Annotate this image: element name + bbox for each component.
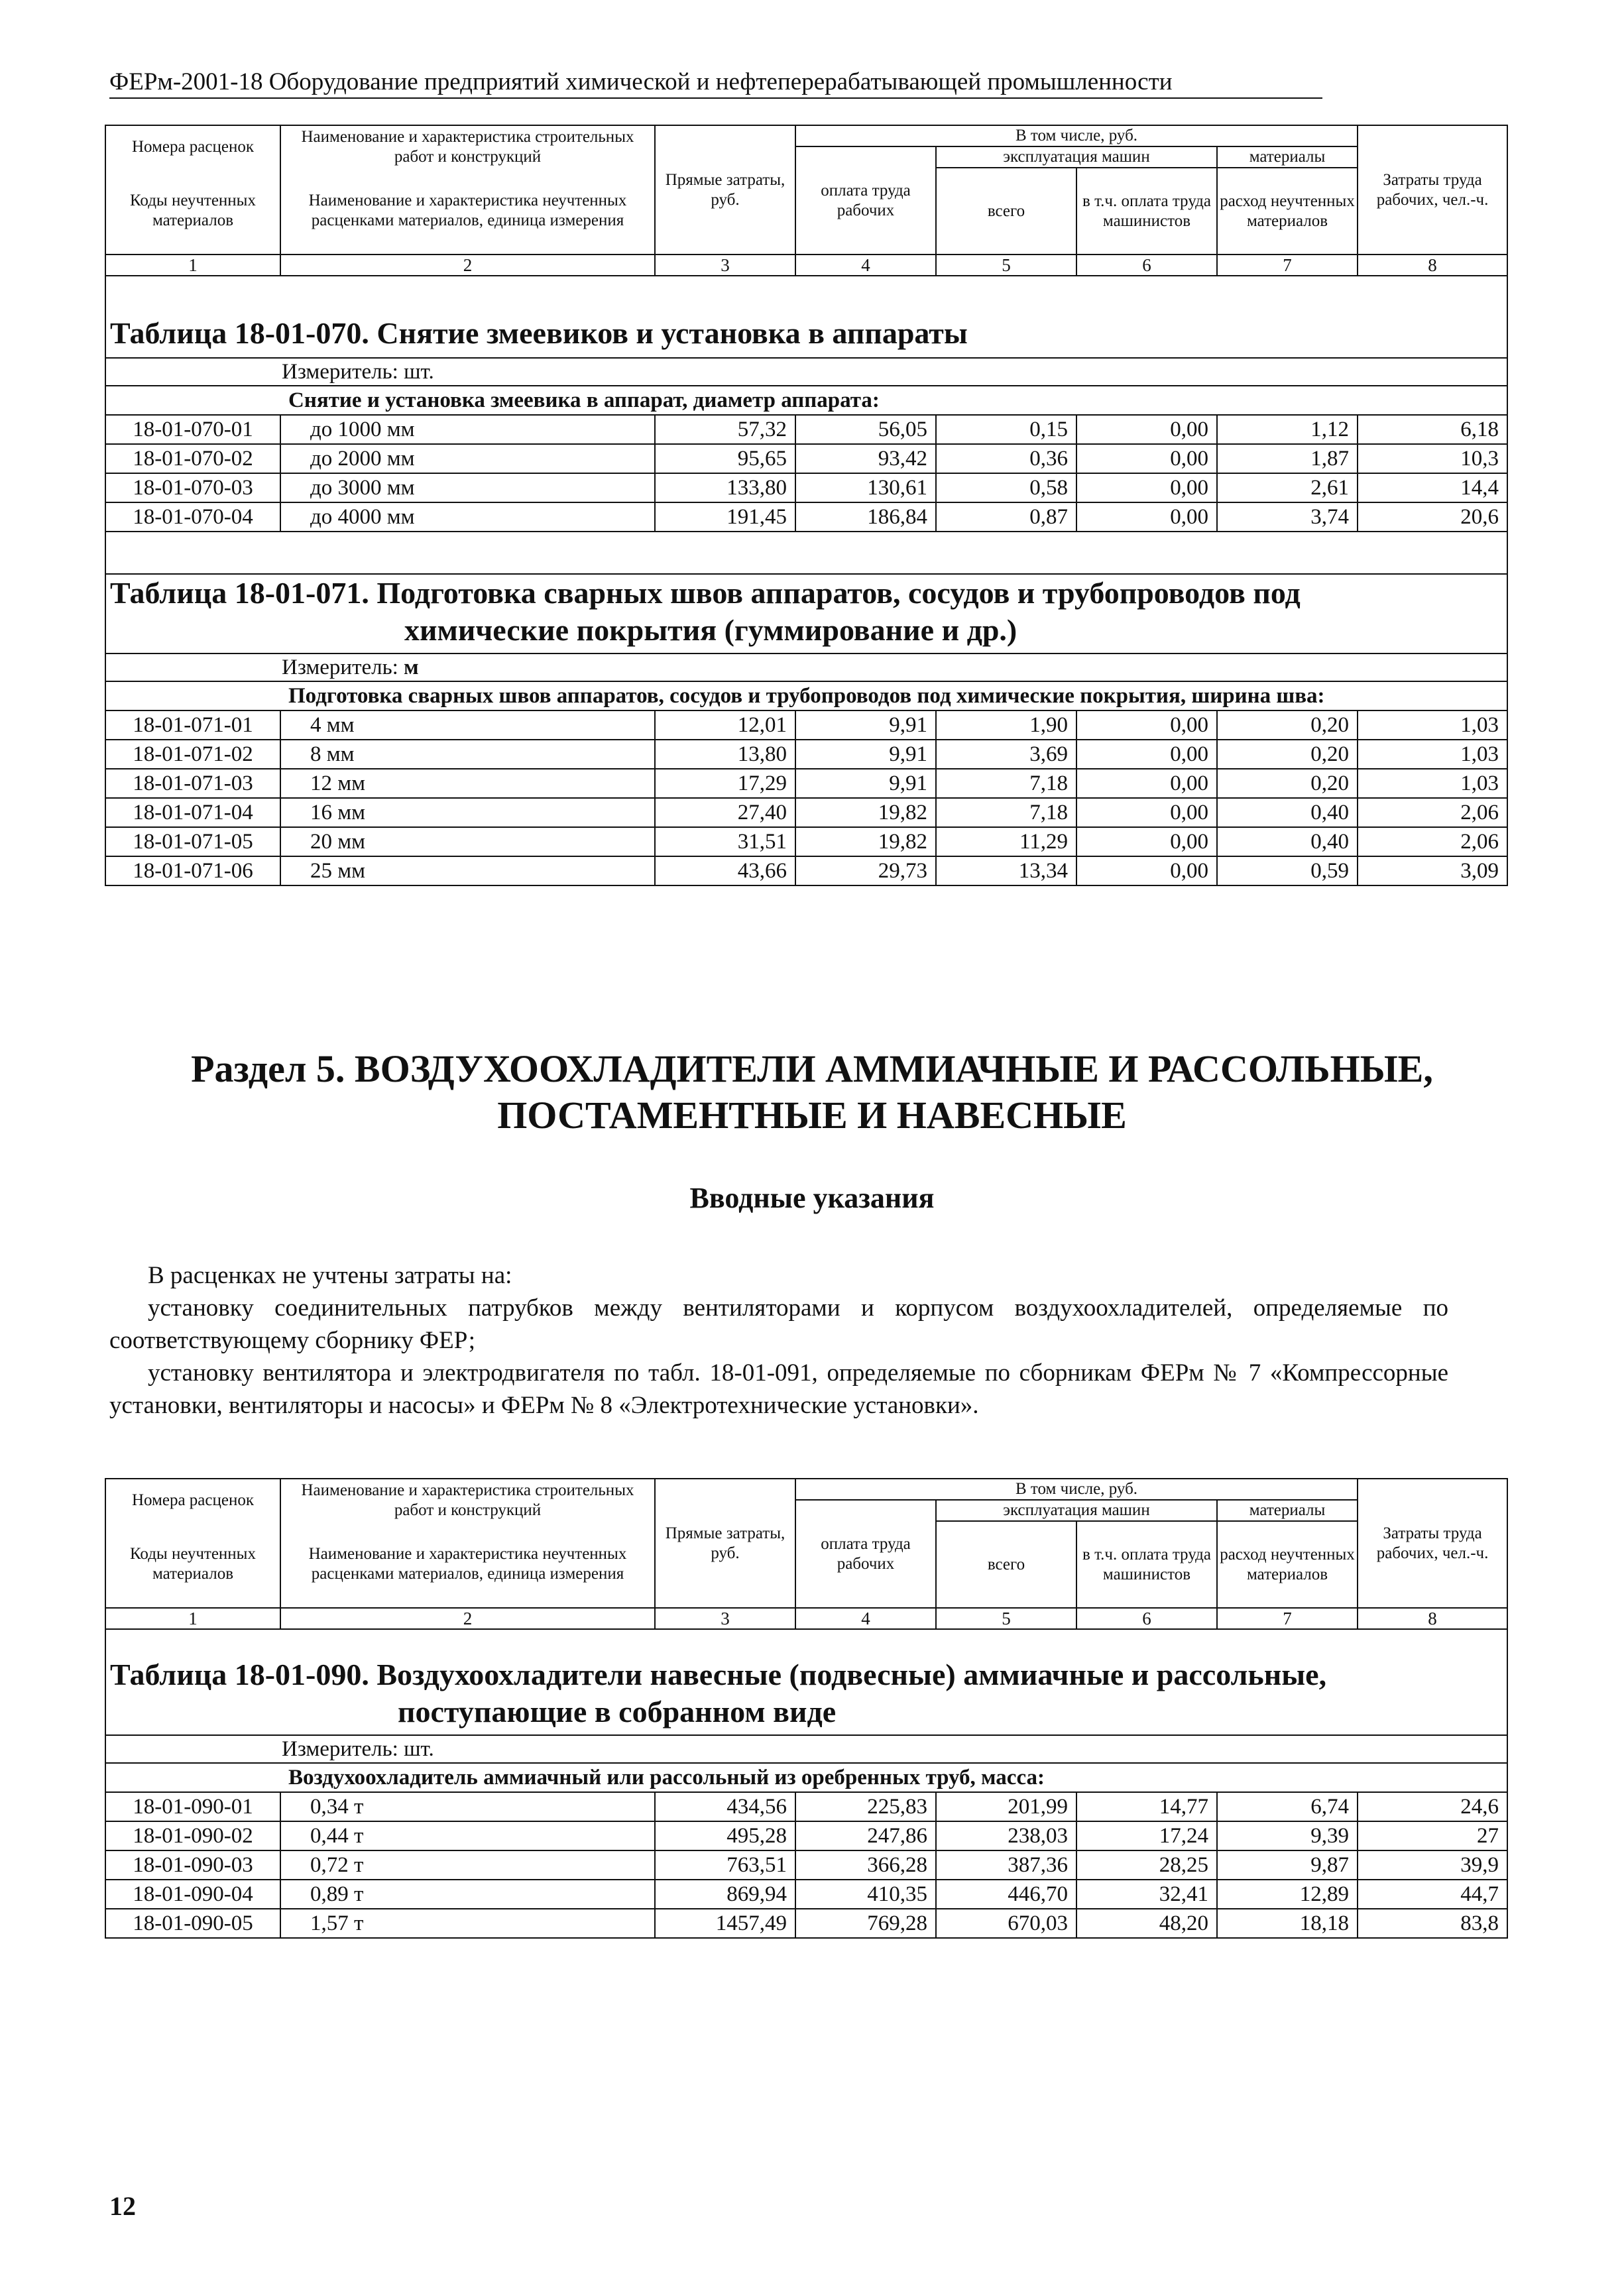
cell-pay: 247,86 (795, 1821, 936, 1850)
cell-pay: 130,61 (795, 473, 936, 502)
cell-mach: 3,69 (936, 740, 1076, 769)
column-header (105, 125, 1507, 255)
cell-mach-pay: 0,00 (1076, 415, 1217, 444)
rates-table-top (105, 125, 1508, 886)
rows-071 (105, 710, 1507, 885)
measure-090: Измеритель: шт. (105, 1735, 1507, 1763)
measure-071: Измеритель: м (105, 653, 1507, 681)
cell-mat: 1,87 (1217, 444, 1358, 473)
cell-labor: 20,6 (1358, 502, 1507, 532)
cell-direct: 495,28 (655, 1821, 795, 1850)
col-including: В том числе, руб. (795, 125, 1358, 146)
table-row (105, 740, 1507, 769)
cell-name: 0,72 т (280, 1850, 655, 1880)
cell-mach: 0,87 (936, 502, 1076, 532)
cell-labor: 44,7 (1358, 1880, 1507, 1909)
intro-paragraph-3: установку вентилятора и электродвигателя по табл. 18-01-091, определяемые по сборникам ФЕРм № 7 «Компрессорные установки, вентиляторы и насосы» и ФЕРм № 8 «Электротехнические установки». (109, 1359, 1448, 1419)
cell-name: 16 мм (280, 798, 655, 827)
cell-code: 18-01-090-01 (105, 1792, 280, 1821)
cell-mat: 0,40 (1217, 798, 1358, 827)
cell-pay: 9,91 (795, 740, 936, 769)
cell-mach-pay: 28,25 (1076, 1850, 1217, 1880)
cell-code: 18-01-070-02 (105, 444, 280, 473)
cell-mach: 0,36 (936, 444, 1076, 473)
cell-pay: 769,28 (795, 1909, 936, 1938)
cell-labor: 14,4 (1358, 473, 1507, 502)
cell-name: 12 мм (280, 769, 655, 798)
cell-mach: 670,03 (936, 1909, 1076, 1938)
cell-direct: 17,29 (655, 769, 795, 798)
cell-mach: 13,34 (936, 856, 1076, 885)
cell-mach: 446,70 (936, 1880, 1076, 1909)
cell-mach-pay: 0,00 (1076, 798, 1217, 827)
cell-pay: 19,82 (795, 798, 936, 827)
col-machines-total: всего (936, 168, 1076, 255)
table-row (105, 856, 1507, 885)
cell-mach: 238,03 (936, 1821, 1076, 1850)
col-labor: Затраты труда рабочих, чел.-ч. (1358, 125, 1507, 255)
rows-070 (105, 415, 1507, 532)
cell-name: 25 мм (280, 856, 655, 885)
col-work-name: Наименование и характеристика строительных работ и конструкций (280, 125, 655, 168)
cell-labor: 24,6 (1358, 1792, 1507, 1821)
cell-mat: 9,39 (1217, 1821, 1358, 1850)
cell-direct: 43,66 (655, 856, 795, 885)
table-row (105, 1880, 1507, 1909)
table-row (105, 1792, 1507, 1821)
column-header-2: Номера расценок Наименование и характеристика строительных работ и конструкций Прямые затраты, руб. В том числе, руб. Затраты труда рабочих, чел.-ч. оплата труда рабочих эксплуатация машин материалы Коды неучтенных материалов Наименование и характеристика неучтенных расценками материалов, единица измерения всего в т.ч. оплата труда машинистов расход неучтенных материалов (105, 1479, 1507, 1608)
cell-labor: 10,3 (1358, 444, 1507, 473)
section-title: Раздел 5. ВОЗДУХООХЛАДИТЕЛИ АММИАЧНЫЕ И РАССОЛЬНЫЕ, ПОСТАМЕНТНЫЕ И НАВЕСНЫЕ (191, 1047, 1433, 1137)
cell-mat: 0,20 (1217, 740, 1358, 769)
cell-name: 0,44 т (280, 1821, 655, 1850)
cell-labor: 3,09 (1358, 856, 1507, 885)
cell-pay: 93,42 (795, 444, 936, 473)
cell-code: 18-01-070-01 (105, 415, 280, 444)
caption-071: Подготовка сварных швов аппаратов, сосудов и трубопроводов под химические покрытия, ширина шва: (105, 681, 1507, 710)
cell-mach-pay: 0,00 (1076, 856, 1217, 885)
cell-code: 18-01-090-05 (105, 1909, 280, 1938)
cell-code: 18-01-070-03 (105, 473, 280, 502)
cell-labor: 1,03 (1358, 769, 1507, 798)
page-number: 12 (109, 2191, 136, 2221)
cell-direct: 95,65 (655, 444, 795, 473)
col-machines: эксплуатация машин (936, 146, 1217, 168)
table-title-090: Таблица 18-01-090. Воздухоохладители навесные (подвесные) аммиачные и рассольные, поступающие в собранном виде (105, 1629, 1507, 1735)
cell-code: 18-01-070-04 (105, 502, 280, 532)
cell-mach: 7,18 (936, 798, 1076, 827)
cell-direct: 434,56 (655, 1792, 795, 1821)
cell-pay: 186,84 (795, 502, 936, 532)
page-header: ФЕРм-2001-18 Оборудование предприятий химической и нефтеперерабатывающей промышленности (109, 68, 1322, 99)
cell-name: до 2000 мм (280, 444, 655, 473)
cell-pay: 410,35 (795, 1880, 936, 1909)
cell-mat: 6,74 (1217, 1792, 1358, 1821)
table-row (105, 444, 1507, 473)
cell-pay: 19,82 (795, 827, 936, 856)
cell-mach-pay: 0,00 (1076, 827, 1217, 856)
cell-direct: 763,51 (655, 1850, 795, 1880)
table-row (105, 415, 1507, 444)
table-row (105, 473, 1507, 502)
cell-code: 18-01-090-04 (105, 1880, 280, 1909)
cell-mach: 0,15 (936, 415, 1076, 444)
cell-name: 8 мм (280, 740, 655, 769)
cell-labor: 83,8 (1358, 1909, 1507, 1938)
cell-mach-pay: 48,20 (1076, 1909, 1217, 1938)
cell-code: 18-01-090-02 (105, 1821, 280, 1850)
cell-mach-pay: 17,24 (1076, 1821, 1217, 1850)
cell-labor: 6,18 (1358, 415, 1507, 444)
cell-mach: 387,36 (936, 1850, 1076, 1880)
caption-090: Воздухоохладитель аммиачный или рассольный из оребренных труб, масса: (105, 1763, 1507, 1792)
table-row (105, 1850, 1507, 1880)
cell-direct: 13,80 (655, 740, 795, 769)
cell-mach-pay: 0,00 (1076, 444, 1217, 473)
table-title-071: Таблица 18-01-071. Подготовка сварных швов аппаратов, сосудов и трубопроводов под химические покрытия (гуммирование и др.) (105, 574, 1507, 653)
col-pay: оплата труда рабочих (795, 146, 936, 255)
cell-pay: 225,83 (795, 1792, 936, 1821)
cell-direct: 12,01 (655, 710, 795, 740)
cell-direct: 191,45 (655, 502, 795, 532)
cell-labor: 27 (1358, 1821, 1507, 1850)
cell-labor: 39,9 (1358, 1850, 1507, 1880)
cell-pay: 366,28 (795, 1850, 936, 1880)
cell-mach-pay: 0,00 (1076, 740, 1217, 769)
cell-mach: 1,90 (936, 710, 1076, 740)
cell-direct: 31,51 (655, 827, 795, 856)
col-materials: материалы (1217, 146, 1358, 168)
cell-name: до 1000 мм (280, 415, 655, 444)
cell-code: 18-01-071-01 (105, 710, 280, 740)
cell-pay: 9,91 (795, 710, 936, 740)
table-row (105, 798, 1507, 827)
intro-paragraph-2: установку соединительных патрубков между вентиляторами и корпусом воздухоохладителей, определяемые по соответствующему сборнику ФЕР; (109, 1294, 1448, 1354)
intro-title: Вводные указания (689, 1182, 935, 1214)
intro-paragraph-1: В расценках не учтены затраты на: (148, 1262, 512, 1289)
cell-mat: 1,12 (1217, 415, 1358, 444)
cell-code: 18-01-071-02 (105, 740, 280, 769)
cell-mat: 0,20 (1217, 769, 1358, 798)
table-row (105, 1909, 1507, 1938)
table-row (105, 502, 1507, 532)
cell-name: до 4000 мм (280, 502, 655, 532)
cell-mach-pay: 0,00 (1076, 769, 1217, 798)
rates-table-bottom (105, 1478, 1508, 1939)
cell-mat: 12,89 (1217, 1880, 1358, 1909)
table-row (105, 1821, 1507, 1850)
col-direct-costs: Прямые затраты, руб. (655, 125, 795, 255)
col-machinist-pay: в т.ч. оплата труда машинистов (1076, 168, 1217, 255)
cell-code: 18-01-071-05 (105, 827, 280, 856)
cell-labor: 2,06 (1358, 827, 1507, 856)
cell-name: 0,89 т (280, 1880, 655, 1909)
cell-mat: 0,59 (1217, 856, 1358, 885)
table-row (105, 827, 1507, 856)
cell-pay: 29,73 (795, 856, 936, 885)
cell-code: 18-01-071-03 (105, 769, 280, 798)
cell-name: 20 мм (280, 827, 655, 856)
cell-direct: 57,32 (655, 415, 795, 444)
table-title-070: Таблица 18-01-070. Снятие змеевиков и установка в аппараты (105, 276, 1507, 358)
cell-pay: 56,05 (795, 415, 936, 444)
cell-labor: 2,06 (1358, 798, 1507, 827)
cell-mach: 7,18 (936, 769, 1076, 798)
cell-mat: 0,20 (1217, 710, 1358, 740)
cell-mach-pay: 0,00 (1076, 710, 1217, 740)
cell-mach-pay: 32,41 (1076, 1880, 1217, 1909)
column-numbers: 1 2 3 4 5 6 7 8 (105, 255, 1507, 276)
column-numbers-2: 1 2 3 4 5 6 7 8 (105, 1608, 1507, 1629)
cell-direct: 27,40 (655, 798, 795, 827)
cell-name: 4 мм (280, 710, 655, 740)
cell-mach-pay: 0,00 (1076, 502, 1217, 532)
table-row (105, 769, 1507, 798)
cell-mat: 0,40 (1217, 827, 1358, 856)
cell-mach-pay: 14,77 (1076, 1792, 1217, 1821)
col-material-codes: Коды неучтенных материалов (105, 168, 280, 255)
cell-pay: 9,91 (795, 769, 936, 798)
cell-mat: 2,61 (1217, 473, 1358, 502)
cell-code: 18-01-071-04 (105, 798, 280, 827)
cell-direct: 1457,49 (655, 1909, 795, 1938)
caption-070: Снятие и установка змеевика в аппарат, диаметр аппарата: (105, 386, 1507, 415)
cell-direct: 133,80 (655, 473, 795, 502)
cell-name: 1,57 т (280, 1909, 655, 1938)
cell-name: 0,34 т (280, 1792, 655, 1821)
cell-labor: 1,03 (1358, 710, 1507, 740)
cell-code: 18-01-071-06 (105, 856, 280, 885)
rows-090 (105, 1792, 1507, 1938)
col-material-names: Наименование и характеристика неучтенных расценками материалов, единица измерения (280, 168, 655, 255)
cell-mach: 11,29 (936, 827, 1076, 856)
cell-labor: 1,03 (1358, 740, 1507, 769)
col-material-consumption: расход неучтенных материалов (1217, 168, 1358, 255)
cell-mat: 9,87 (1217, 1850, 1358, 1880)
col-rate-number: Номера расценок (105, 125, 280, 168)
cell-mat: 3,74 (1217, 502, 1358, 532)
cell-direct: 869,94 (655, 1880, 795, 1909)
table-row (105, 710, 1507, 740)
cell-name: до 3000 мм (280, 473, 655, 502)
cell-mat: 18,18 (1217, 1909, 1358, 1938)
cell-mach: 201,99 (936, 1792, 1076, 1821)
cell-mach-pay: 0,00 (1076, 473, 1217, 502)
measure-070: Измеритель: шт. (105, 358, 1507, 386)
cell-code: 18-01-090-03 (105, 1850, 280, 1880)
cell-mach: 0,58 (936, 473, 1076, 502)
